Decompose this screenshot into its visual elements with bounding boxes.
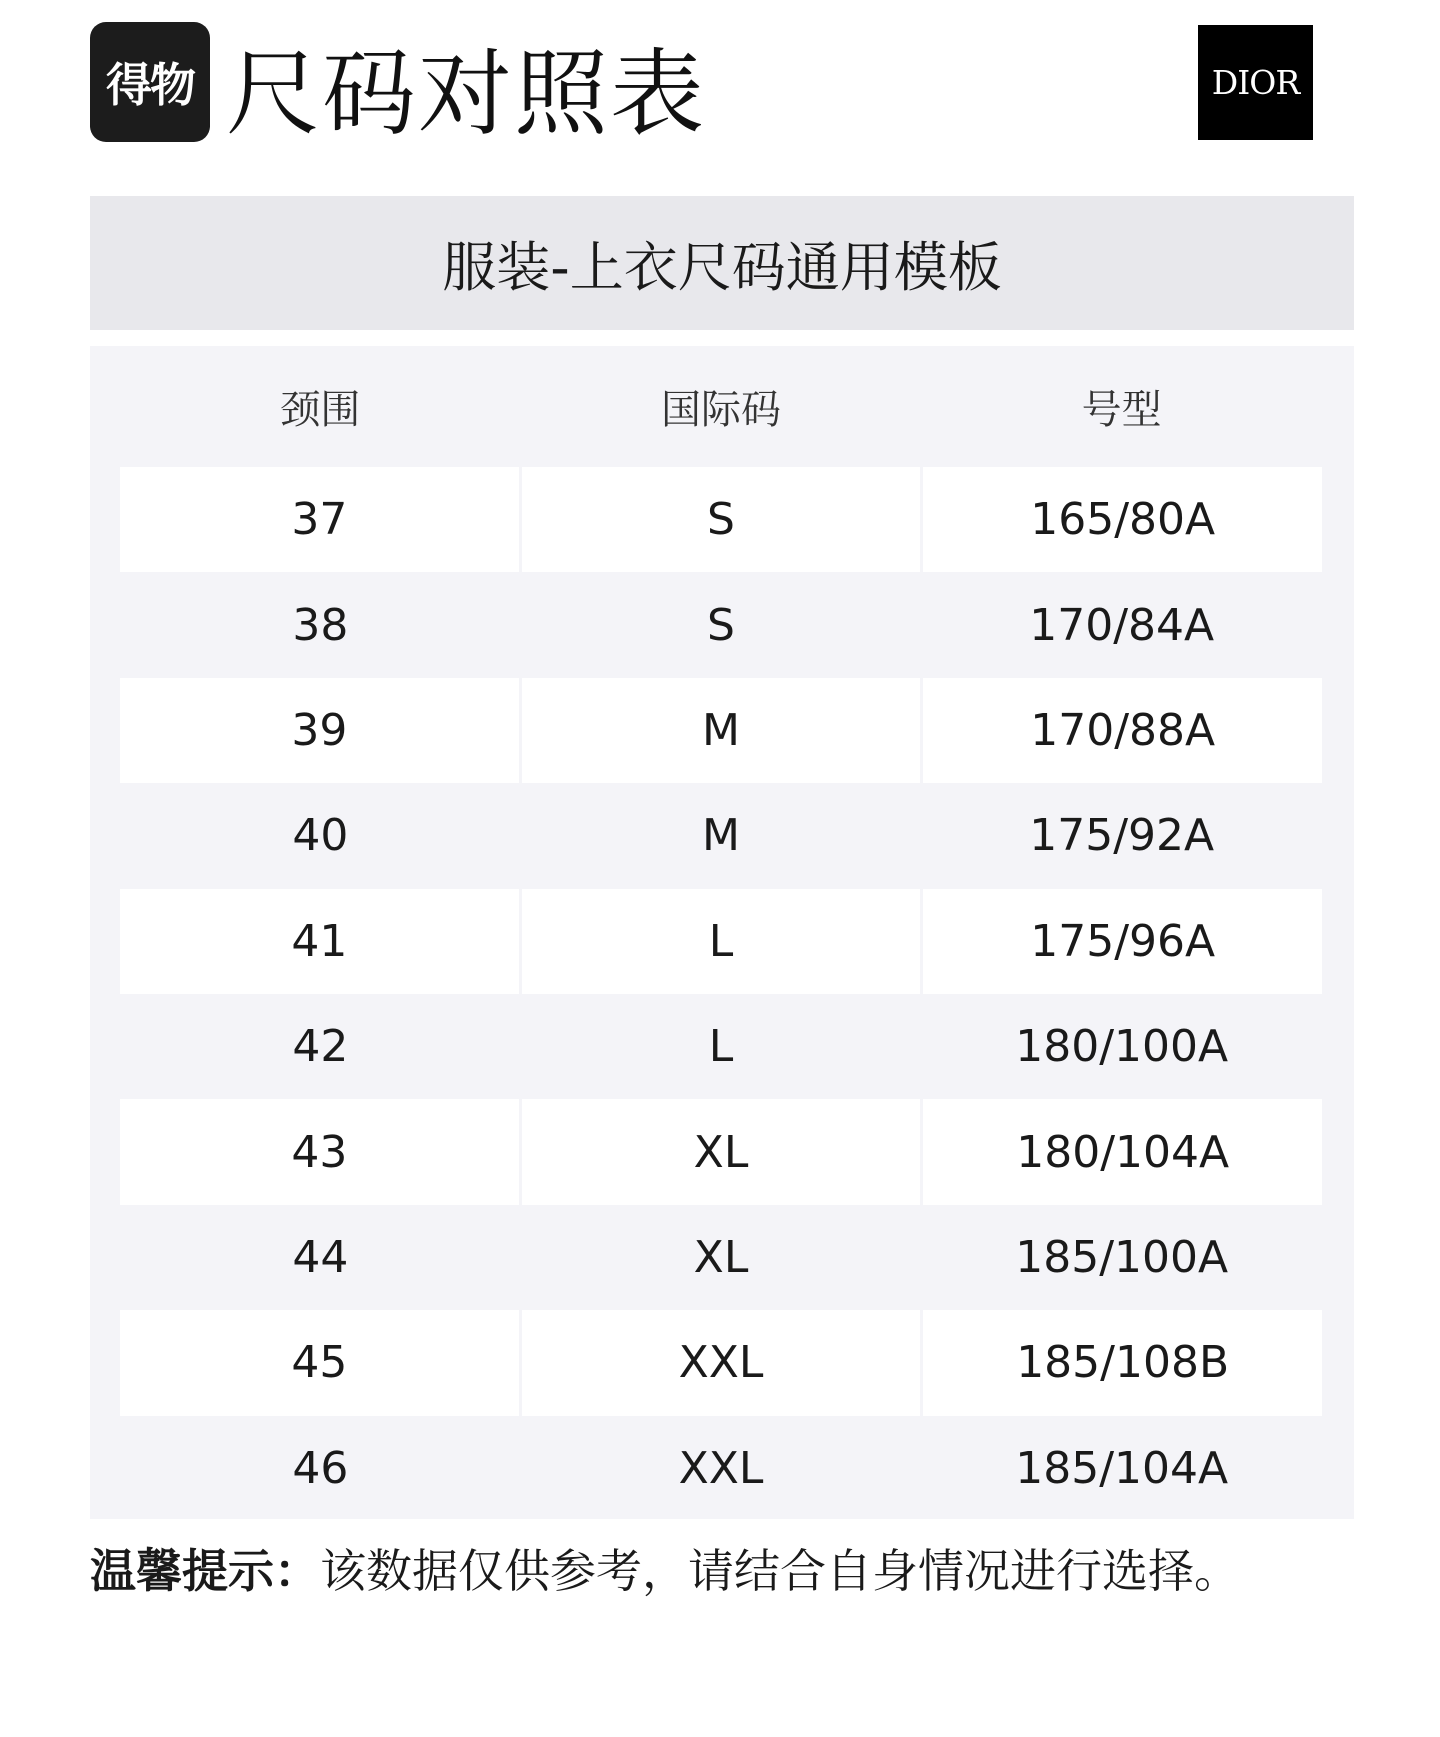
cell-intl-size: M: [702, 810, 740, 862]
table-row: [120, 994, 1322, 1099]
cell-size-type: 175/92A: [1029, 810, 1215, 862]
table-row: [120, 783, 1322, 888]
cell-neck: 38: [292, 599, 349, 651]
cell-size-type: 170/88A: [920, 678, 1322, 783]
table-row: [120, 678, 1322, 783]
cell-size-type: 170/84A: [1029, 599, 1215, 651]
cell-intl-size: XXL: [678, 1442, 764, 1494]
cell-neck: 44: [292, 1231, 349, 1283]
cell-neck: 46: [292, 1442, 349, 1494]
cell-size-type: 185/100A: [1015, 1231, 1229, 1283]
cell-neck: 43: [120, 1099, 519, 1204]
table-header: [120, 346, 1322, 467]
tip-note: [90, 1536, 1390, 1606]
cell-size-type: 165/80A: [920, 467, 1322, 572]
cell-size-type: 180/104A: [920, 1099, 1322, 1204]
table-body: [120, 467, 1322, 1521]
tip-text: 该数据仅供参考，请结合自身情况进行选择。: [320, 1544, 1240, 1598]
table-row: [120, 467, 1322, 572]
cell-intl-size: XL: [519, 1099, 921, 1204]
header-intl-size: 国际码: [661, 387, 781, 433]
table-row: [120, 1099, 1322, 1204]
tip-label: 温馨提示：: [90, 1544, 320, 1598]
cell-neck: 42: [292, 1021, 349, 1073]
cell-size-type: 185/108B: [920, 1310, 1322, 1415]
template-title: 服装-上衣尺码通用模板: [442, 235, 1002, 299]
table-row: [120, 1205, 1322, 1310]
cell-neck: 37: [120, 467, 519, 572]
cell-intl-size: S: [707, 599, 735, 651]
header-neck: 颈围: [280, 387, 361, 433]
table-row: [120, 889, 1322, 994]
cell-intl-size: XXL: [519, 1310, 921, 1415]
template-title-band: [90, 196, 1354, 330]
size-table: [90, 346, 1354, 1519]
cell-size-type: 180/100A: [1015, 1021, 1229, 1073]
cell-intl-size: XL: [693, 1231, 749, 1283]
table-row: [120, 572, 1322, 677]
page-title: 尺码对照表: [226, 40, 707, 149]
header-size-type: 号型: [1081, 387, 1162, 433]
cell-neck: 40: [292, 810, 349, 862]
header: [0, 0, 1440, 170]
dewu-logo: 得物: [90, 22, 210, 142]
cell-intl-size: S: [519, 467, 921, 572]
cell-size-type: 185/104A: [1015, 1442, 1229, 1494]
cell-neck: 39: [120, 678, 519, 783]
cell-intl-size: L: [708, 1021, 734, 1073]
dior-logo: DIOR: [1198, 25, 1313, 140]
cell-neck: 45: [120, 1310, 519, 1415]
cell-neck: 41: [120, 889, 519, 994]
cell-intl-size: M: [519, 678, 921, 783]
table-row: [120, 1416, 1322, 1521]
table-row: [120, 1310, 1322, 1415]
cell-intl-size: L: [519, 889, 921, 994]
cell-size-type: 175/96A: [920, 889, 1322, 994]
